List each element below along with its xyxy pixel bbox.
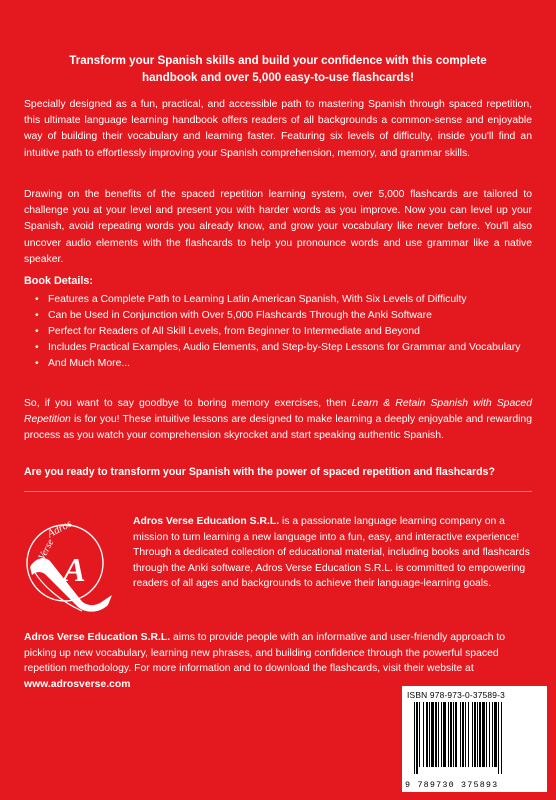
barcode-bar bbox=[416, 702, 418, 774]
barcode-bar bbox=[474, 702, 476, 767]
barcode-bar bbox=[472, 702, 473, 767]
barcode-bar bbox=[498, 702, 499, 774]
logo-letter: A bbox=[63, 552, 86, 589]
book-title-italic: Learn & Retain Spanish with Spaced Repetition bbox=[24, 398, 532, 426]
isbn-label: ISBN 978-973-0-37589-3 bbox=[407, 690, 505, 700]
barcode-bar bbox=[501, 702, 502, 774]
logo-text-adros: Adros bbox=[45, 517, 74, 541]
publisher-website-link[interactable]: www.adrosverse.com bbox=[24, 678, 131, 690]
barcode-bar bbox=[438, 702, 439, 767]
barcode-bar bbox=[460, 702, 461, 767]
barcode-bar bbox=[479, 702, 481, 767]
book-details-heading: Book Details: bbox=[24, 275, 93, 287]
publisher-about-1-text: is a passionate language learning company on a mission to turn learning a new language into a fun, easy, and interactive experience! Through a dedicated collection of educational material, including books and flashcards through the Anki software, Adros Verse Education S.R.L. is committed to empowering readers of all ages and backgrounds to achieve their language-learning goals. bbox=[133, 516, 530, 590]
logo-text-verse: Verse bbox=[36, 537, 57, 562]
book-details-item: • Perfect for Readers of All Skill Levels, from Beginner to Intermediate and Beyond bbox=[24, 324, 534, 340]
book-details-item: • And Much More... bbox=[24, 356, 534, 372]
barcode-bar bbox=[462, 702, 464, 767]
barcode-bar bbox=[489, 702, 490, 767]
barcode-bar bbox=[486, 702, 487, 767]
book-details-item: • Features a Complete Path to Learning Latin American Spanish, With Six Levels of Difficulty bbox=[24, 292, 534, 308]
publisher-about-2 bbox=[24, 630, 529, 692]
barcode-bar bbox=[492, 702, 493, 767]
description-paragraph-1: Specially designed as a fun, practical, and accessible path to mastering Spanish through spaced repetition, this ultimate language learning handbook offers readers of all backgrounds a common-sense and enjoyable way of building their vocabulary and learning faster. Featuring six levels of difficulty, inside you'll find an intuitive path to effortlessly improving your Spanish comprehension, memory, and grammar skills. bbox=[24, 99, 532, 159]
barcode-bar bbox=[468, 702, 469, 767]
barcode-bar bbox=[419, 702, 420, 767]
book-details-list bbox=[24, 292, 534, 372]
barcode-icon bbox=[414, 702, 537, 774]
barcode-bar bbox=[426, 702, 428, 767]
isbn-barcode-box bbox=[402, 686, 547, 792]
barcode-bar bbox=[414, 702, 415, 774]
publisher-about-2-text: aims to provide people with an informative and user-friendly approach to picking up new vocabulary, learning new phrases, and building confidence through the powerful spaced repetition methodology. For more information and to download the flashcards, visit their website at bbox=[24, 632, 506, 675]
barcode-bar bbox=[450, 702, 452, 767]
barcode-bar bbox=[423, 702, 424, 767]
barcode-bar bbox=[453, 702, 454, 767]
headline bbox=[40, 53, 516, 86]
publisher-name: Adros Verse Education S.R.L. bbox=[24, 632, 171, 643]
book-details-item: • Includes Practical Examples, Audio Elements, and Step-by-Step Lessons for Grammar and Vocabulary bbox=[24, 340, 534, 356]
barcode-bar bbox=[441, 702, 442, 767]
closing-text-before: So, if you want to say goodbye to boring memory exercises, then bbox=[24, 398, 352, 409]
barcode-bar bbox=[435, 702, 437, 767]
book-details-item: • Can be Used in Conjunction with Over 5,000 Flashcards Through the Anki Software bbox=[24, 308, 534, 324]
headline-line-2: handbook and over 5,000 easy-to-use flashcards! bbox=[142, 70, 414, 84]
closing-paragraph bbox=[24, 396, 532, 445]
call-to-action-question: Are you ready to transform your Spanish with the power of spaced repetition and flashcards? bbox=[24, 466, 495, 478]
publisher-about-1 bbox=[133, 514, 531, 592]
section-divider bbox=[24, 491, 532, 492]
barcode-bar bbox=[482, 702, 485, 767]
closing-text-after: is for you! These intuitive lessons are designed to make learning a deeply enjoyable and rewarding process as you watch your comprehension skyrocket and start speaking authentic Spanish. bbox=[24, 414, 532, 442]
publisher-logo bbox=[20, 515, 118, 617]
barcode-bar bbox=[465, 702, 466, 767]
barcode-bar bbox=[477, 702, 478, 767]
barcode-bar bbox=[443, 702, 446, 767]
description-paragraph-2: Drawing on the benefits of the spaced repetition learning system, over 5,000 flashcards are tailored to challenge you at your level and present you with harder words as you improve. Now you can level up your Spanish, avoid repeating words you already know, and grow your vocabulary like never before. You'll also uncover audio elements with the flashcards to help you pronounce words and use grammar like a native speaker. bbox=[24, 189, 532, 265]
barcode-bar bbox=[494, 702, 497, 767]
headline-line-1: Transform your Spanish skills and build your confidence with this complete bbox=[69, 54, 487, 67]
barcode-bar bbox=[455, 702, 457, 767]
barcode-digits: 9 789730 375893 bbox=[405, 780, 499, 790]
barcode-bar bbox=[448, 702, 449, 767]
barcode-bar bbox=[431, 702, 434, 767]
barcode-bar bbox=[429, 702, 430, 767]
publisher-name: Adros Verse Education S.R.L. bbox=[133, 516, 280, 527]
